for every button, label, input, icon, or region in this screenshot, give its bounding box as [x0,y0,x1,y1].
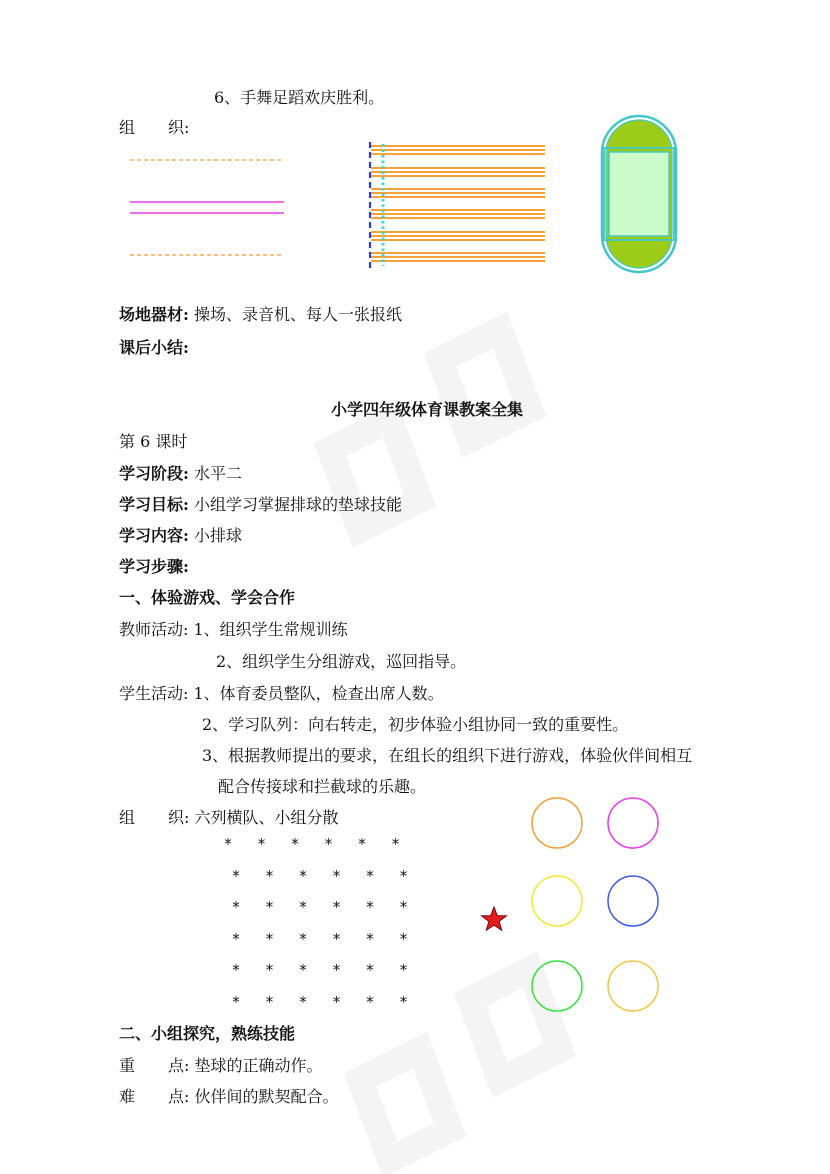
organization-label-char2: 织: [168,118,190,137]
student-mark: * [332,866,341,885]
student-mark: * [232,992,240,1011]
teacher-star-icon [480,905,508,933]
content-value: 小排球 [194,526,243,545]
student-mark: * [391,835,400,853]
difficulty-label-char2: 点: [168,1087,190,1106]
student-mark: * [299,961,307,979]
section-2-heading: 二、小组探究，熟练技能 [119,1024,296,1043]
student-mark: * [232,898,240,916]
difficulty-label-char1: 难 [119,1087,136,1106]
student-mark: * [366,992,374,1011]
lane-5 [371,231,545,233]
goal-label: 学习目标: [119,495,189,514]
organization2-value: 六列横队、小组分散 [194,808,339,827]
student-mark: * [257,835,266,853]
group-circle-gold [608,961,658,1011]
student-item-2: 2、学习队列：向右转走，初步体验小组协同一致的重要性。 [202,715,629,734]
group-circle-yellow [532,876,582,926]
student-mark: * [399,992,408,1011]
student-mark: * [265,866,274,885]
court-lines-diagram [128,152,288,262]
student-mark: * [299,992,307,1011]
student-mark: * [232,929,240,948]
stage-label: 学习阶段: [119,464,189,483]
student-mark: * [324,835,333,853]
goal-value: 小组学习掌握排球的垫球技能 [194,495,403,514]
lesson-number: 第 6 课时 [119,432,188,451]
lane-1 [371,145,545,147]
student-mark: * [332,898,341,916]
field-inner [609,152,669,236]
difficulty-value: 伙伴间的默契配合。 [194,1087,339,1106]
stage-value: 水平二 [194,464,243,483]
student-mark: * [224,835,232,853]
student-mark: * [299,898,307,916]
student-mark: * [299,866,307,885]
lane-4 [371,209,545,211]
student-mark: * [265,992,274,1011]
group-circle-blue [608,876,658,926]
lane-6 [371,252,545,254]
venue-value: 操场、录音机、每人一张报纸 [194,305,403,324]
student-mark: * [265,898,274,916]
group-circles-diagram [525,790,670,1025]
summary-label: 课后小结: [119,338,189,357]
student-mark: * [358,835,366,853]
steps-label: 学习步骤: [119,557,189,576]
section-1-heading: 一、体验游戏、学会合作 [119,588,296,607]
group-circle-magenta [608,798,658,848]
student-mark: * [399,866,408,885]
student-mark: * [399,929,408,948]
organization-label-char1: 组 [119,118,136,137]
key-point-label-char1: 重 [119,1056,136,1075]
student-mark: * [366,898,374,916]
organization2-label-char2: 织: [168,808,190,827]
orange-lanes [371,145,545,262]
student-mark: * [366,866,374,885]
step-6-text: 6、手舞足蹈欢庆胜利。 [214,88,385,107]
student-mark: * [366,961,374,979]
lanes-diagram [365,140,550,272]
lane-3 [371,188,545,190]
group-circle-green [532,961,582,1011]
student-mark: * [399,961,408,979]
lane-2 [371,167,545,169]
student-mark: * [332,929,341,948]
student-mark: * [232,866,240,885]
student-mark: * [332,992,341,1011]
student-mark: * [265,961,274,979]
student-mark: * [366,929,374,948]
student-item-3: 3、根据教师提出的要求，在组长的组织下进行游戏，体验伙伴间相互 [202,746,693,765]
key-point-value: 垫球的正确动作。 [194,1056,323,1075]
key-point-label-char2: 点: [168,1056,190,1075]
student-label: 学生活动: [119,684,189,703]
group-circle-orange [532,798,582,848]
teacher-label: 教师活动: [119,620,189,639]
teacher-item-2: 2、组织学生分组游戏，巡回指导。 [216,652,467,671]
student-mark: * [265,929,274,948]
student-item-3-continued: 配合传接球和拦截球的乐趣。 [218,777,427,796]
student-item-1: 1、体育委员整队，检查出席人数。 [193,684,444,703]
teacher-item-1: 1、组织学生常规训练 [193,620,348,639]
track-field-diagram [600,114,680,274]
venue-label: 场地器材: [119,305,189,324]
student-mark: * [332,961,341,979]
student-mark: * [291,835,299,853]
organization2-label-char1: 组 [119,808,136,827]
student-mark: * [232,961,240,979]
student-mark: * [399,898,408,916]
content-label: 学习内容: [119,526,189,545]
document-title: 小学四年级体育课教案全集 [331,400,524,419]
student-mark: * [299,929,307,948]
